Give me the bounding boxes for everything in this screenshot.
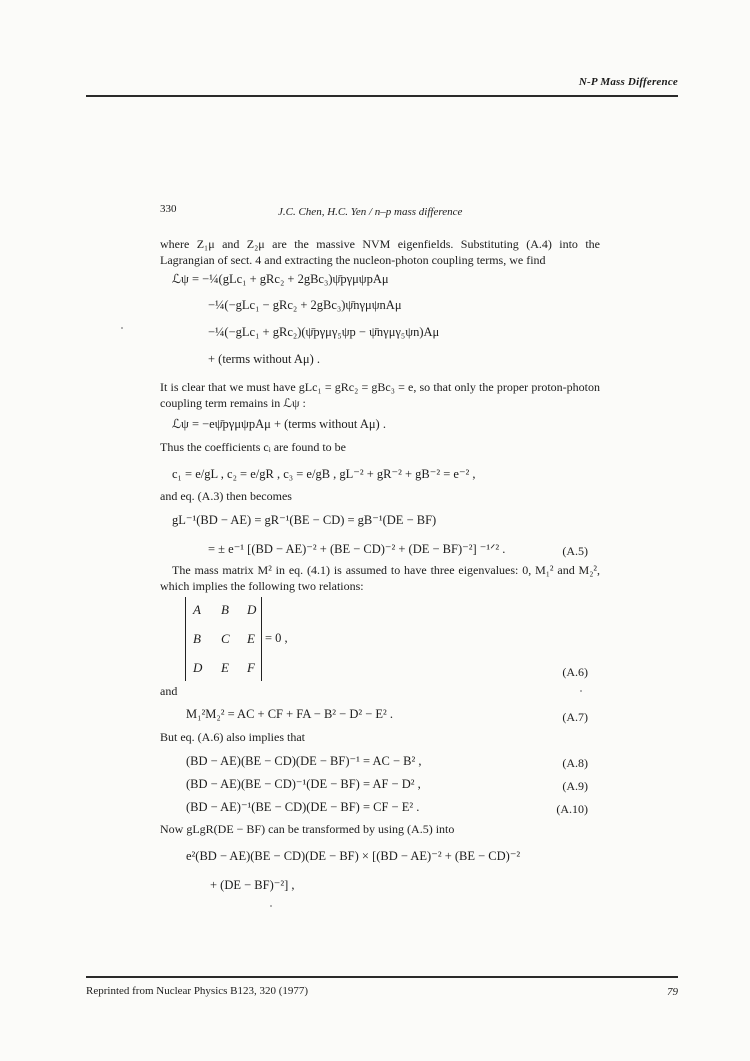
paragraph-7: Now gLgR(DE − BF) can be transformed by using (A.5) into [160, 822, 455, 836]
running-title: N-P Mass Difference [578, 76, 678, 88]
equation-lagrangian-4: + (terms without Aμ) . [208, 352, 321, 366]
paragraph-3: Thus the coefficients cᵢ are found to be [160, 440, 347, 454]
paragraph-6: But eq. (A.6) also implies that [160, 730, 305, 744]
matrix-cell: B [221, 602, 229, 617]
scan-speck [121, 327, 123, 329]
paragraph-5: The mass matrix M² in eq. (4.1) is assumed to have three eigenvalues: 0, M₁² and M₂², which implies the following two relations: [160, 563, 600, 593]
equation-A9: (BD − AE)(BE − CD)⁻¹(DE − BF) = AF − D² , [186, 777, 421, 791]
matrix-cell: C [221, 631, 230, 646]
equation-number-A10: (A.10) [556, 802, 588, 816]
footer-rule [86, 976, 678, 978]
paragraph-1: where Z₁μ and Z₂μ are the massive NVM eigenfields. Substituting (A.4) into the Lagrangian of sect. 4 and extracting the nucleon-photon coupling terms, we find [160, 237, 600, 267]
equation-number-A8: (A.8) [562, 756, 588, 770]
matrix-cell: E [247, 631, 255, 646]
matrix-cell: F [247, 660, 255, 675]
footer-page-number: 79 [667, 986, 678, 998]
matrix-cell: A [193, 602, 201, 617]
equation-number-A7: (A.7) [562, 710, 588, 724]
equation-number-A6: (A.6) [562, 665, 588, 679]
equation-A5-line2: = ± e⁻¹ [(BD − AE)⁻² + (BE − CD)⁻² + (DE − BF)⁻²] ⁻¹ᐟ² . [208, 542, 506, 556]
header-rule [86, 95, 678, 97]
footer-citation: Reprinted from Nuclear Physics B123, 320 (1977) [86, 985, 309, 997]
equation-A7: M₁²M₂² = AC + CF + FA − B² − D² − E² . [186, 707, 394, 721]
determinant-equals: = 0 , [265, 631, 288, 645]
equation-coefficients: c₁ = e/gL , c₂ = e/gR , c₃ = e/gB , gL⁻² + gR⁻² + gB⁻² = e⁻² , [172, 467, 476, 481]
equation-lagrangian-short: ℒψ = −eψ̄pγμψpAμ + (terms without Aμ) . [172, 417, 386, 431]
equation-final-line2: + (DE − BF)⁻²] , [210, 878, 295, 892]
paragraph-4: and eq. (A.3) then becomes [160, 489, 292, 503]
scan-speck [580, 690, 582, 692]
equation-number-A9: (A.9) [562, 779, 588, 793]
determinant-right-bar [261, 597, 262, 681]
scan-speck [270, 905, 272, 907]
word-and: and [160, 684, 178, 698]
equation-lagrangian-1: ℒψ = −¼(gLc₁ + gRc₂ + 2gBc₃)ψ̄pγμψpAμ [172, 272, 389, 286]
equation-A8: (BD − AE)(BE − CD)(DE − BF)⁻¹ = AC − B² , [186, 754, 422, 768]
paragraph-2: It is clear that we must have gLc₁ = gRc₂ = gBc₃ = e, so that only the proper proton-photon coupling term remains in ℒψ : [160, 380, 600, 410]
matrix-cell: B [193, 631, 201, 646]
equation-A10: (BD − AE)⁻¹(BE − CD)(DE − BF) = CF − E² . [186, 800, 420, 814]
matrix-cell: D [247, 602, 257, 617]
equation-A5-line1: gL⁻¹(BD − AE) = gR⁻¹(BE − CD) = gB⁻¹(DE − BF) [172, 513, 437, 527]
authors-title: J.C. Chen, H.C. Yen / n–p mass difference [278, 206, 463, 218]
equation-final-line1: e²(BD − AE)(BE − CD)(DE − BF) × [(BD − AE)⁻² + (BE − CD)⁻² [186, 849, 521, 863]
equation-number-A5: (A.5) [562, 544, 588, 558]
page-number: 330 [160, 203, 177, 215]
matrix-cell: D [193, 660, 203, 675]
equation-lagrangian-3: −¼(−gLc₁ + gRc₂)(ψ̄pγμγ₅ψp − ψ̄nγμγ₅ψn)Aμ [208, 325, 440, 339]
equation-lagrangian-2: −¼(−gLc₁ − gRc₂ + 2gBc₃)ψ̄nγμψnAμ [208, 298, 402, 312]
determinant-left-bar [185, 597, 186, 681]
matrix-cell: E [221, 660, 229, 675]
